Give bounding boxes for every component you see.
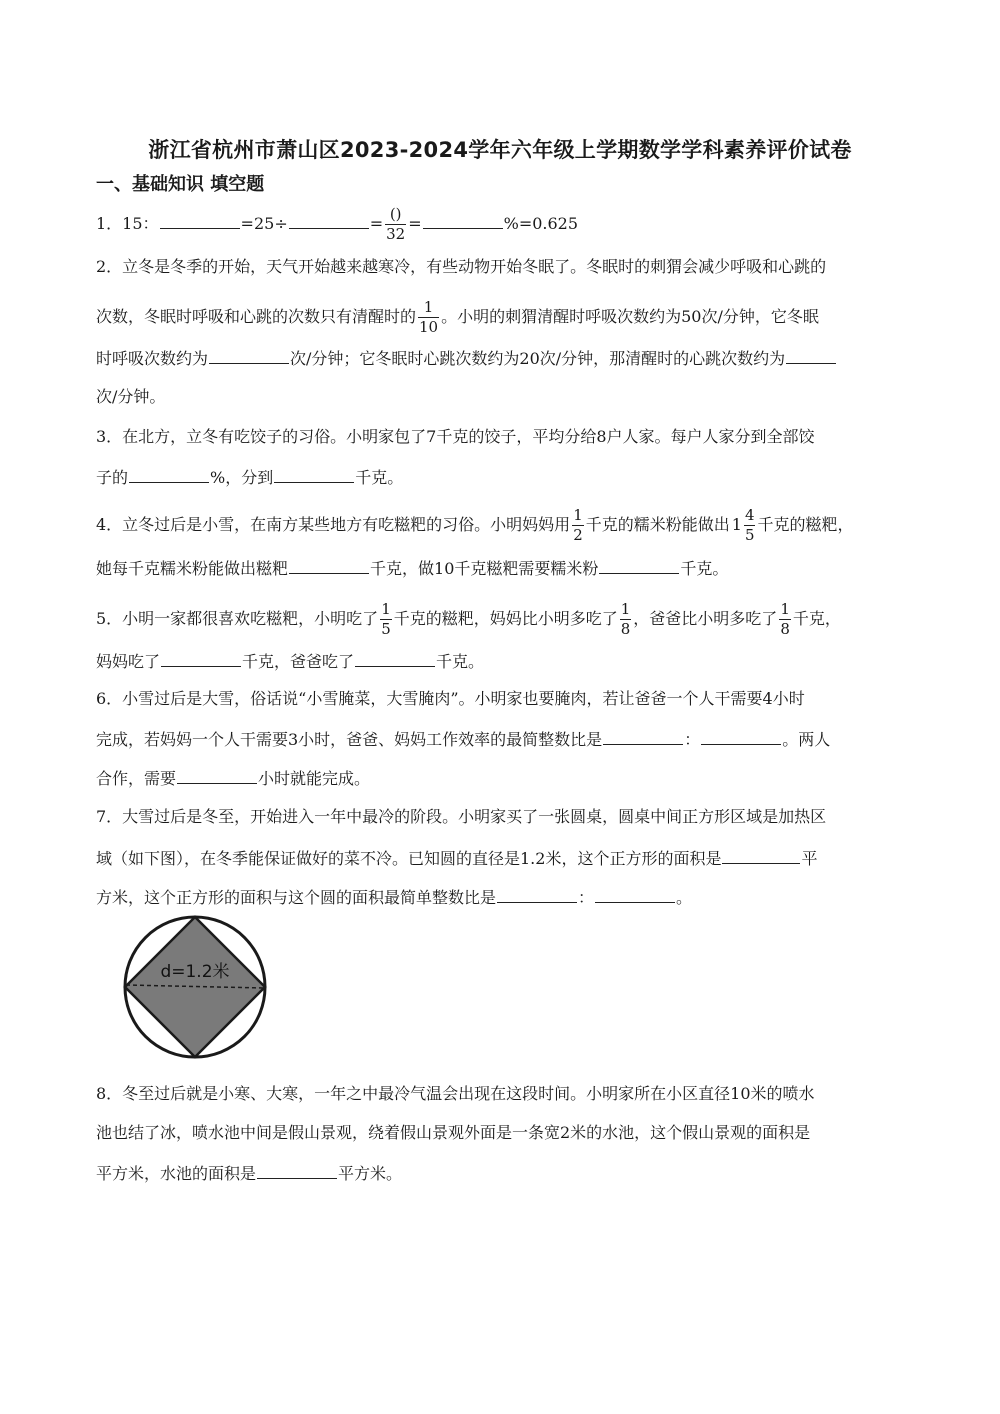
q7-text-d: ： [578,888,595,907]
circle-square-figure [118,914,272,1060]
q2-blank-2[interactable] [786,345,836,364]
q5-text-d: 千克， [792,609,841,628]
q5-frac3-den: 8 [780,620,790,638]
q6-blank-3[interactable] [177,765,257,784]
q4-fraction-2 [744,508,756,543]
q4-blank-2[interactable] [599,555,679,574]
question-2-line-4: 次/分钟。 [96,387,166,406]
q6-text-e: 小时就能完成。 [258,769,371,788]
q5-text-g: 千克。 [436,652,485,671]
question-2-line-3 [96,345,837,369]
q5-fraction-2 [620,602,632,637]
q1-eq3: = [408,214,422,233]
q7-text-e: 。 [676,888,693,907]
q6-text-c: 。两人 [782,730,831,749]
q4-text-b: 千克的糯米粉能做出 [585,515,730,534]
q6-text-b: ： [684,730,701,749]
q3-text-c: 千克。 [355,468,404,487]
q4-text-c: 千克的糍粑， [757,515,854,534]
q1-blank-3[interactable] [423,210,503,229]
q7-text-b: 平 [801,849,818,868]
question-6-line-3 [96,765,370,789]
q1-suffix: %=0.625 [503,214,579,233]
q4-frac1-den: 2 [573,526,583,544]
q4-blank-1[interactable] [289,555,369,574]
question-6-line-1: 6．小雪过后是大雪，俗话说“小雪腌菜，大雪腌肉”。小明家也要腌肉，若让爸爸一个人干需要4小时 [96,689,805,708]
question-5-line-1 [96,600,841,638]
question-2-line-1: 2．立冬是冬季的开始，天气开始越来越寒冷，有些动物开始冬眠了。冬眠时的刺猬会减少呼吸和心跳的 [96,257,827,276]
q6-blank-2[interactable] [701,726,781,745]
q1-eq2: = [369,214,384,233]
q2-text-d: 次/分钟；它冬眠时心跳次数约为20次/分钟，那清醒时的心跳次数约为 [290,349,786,368]
q3-blank-1[interactable] [129,464,209,483]
q4-text-e: 千克，做10千克糍粑需要糯米粉 [370,559,599,578]
question-8-line-1: 8．冬至过后就是小寒、大寒，一年之中最冷气温会出现在这段时间。小明家所在小区直径10米的喷水 [96,1084,815,1103]
q1-fraction [385,207,406,242]
q1-blank-2[interactable] [289,210,369,229]
q5-frac1-num: 1 [381,600,391,618]
q7-blank-1[interactable] [722,845,800,864]
q4-text-d: 她每千克糯米粉能做出糍粑 [96,559,289,578]
question-7-line-3 [96,884,692,908]
q2-frac-den: 10 [419,318,439,336]
q1-prefix: 1．15： [96,214,159,233]
question-6-line-2 [96,726,830,750]
q3-blank-2[interactable] [274,464,354,483]
q7-text-c: 方米，这个正方形的面积与这个圆的面积最简单整数比是 [96,888,497,907]
q5-frac1-den: 5 [381,620,391,638]
q6-blank-1[interactable] [603,726,683,745]
q5-frac3-num: 1 [780,600,790,618]
question-4-line-2 [96,555,728,579]
question-3-line-2 [96,464,403,488]
q2-text-a: 次数，冬眠时呼吸和心跳的次数只有清醒时的 [96,307,417,326]
question-7-line-1: 7．大雪过后是冬至，开始进入一年中最冷的阶段。小明家买了一张圆桌，圆桌中间正方形区域是加热区 [96,807,827,826]
question-8-line-2: 池也结了冰，喷水池中间是假山景观，绕着假山景观外面是一条宽2米的水池，这个假山景观的面积是 [96,1123,811,1142]
q5-text-a: 5．小明一家都很喜欢吃糍粑，小明吃了 [96,609,379,628]
q5-fraction-3 [779,602,791,637]
q1-frac-den: 32 [386,225,406,243]
q5-blank-2[interactable] [355,648,435,667]
q4-frac1-num: 1 [573,506,583,524]
question-3-line-1: 3．在北方，立冬有吃饺子的习俗。小明家包了7千克的饺子，平均分给8户人家。每户人家分到全部饺 [96,427,815,446]
question-7-line-2 [96,845,817,869]
q6-text-a: 完成，若妈妈一个人干需要3小时，爸爸、妈妈工作效率的最简整数比是 [96,730,603,749]
q5-text-f: 千克，爸爸吃了 [242,652,355,671]
question-8-line-3 [96,1160,402,1184]
q4-text-a: 4．立冬过后是小雪，在南方某些地方有吃糍粑的习俗。小明妈妈用 [96,515,571,534]
q5-text-b: 千克的糍粑，妈妈比小明多吃了 [393,609,618,628]
q4-text-f: 千克。 [680,559,729,578]
q5-text-e: 妈妈吃了 [96,652,161,671]
q5-text-c: ，爸爸比小明多吃了 [633,609,778,628]
q4-fraction-1 [572,508,584,543]
q1-eq1: =25÷ [240,214,288,233]
q1-blank-1[interactable] [160,210,240,229]
question-4-line-1 [96,506,854,544]
question-1 [96,205,579,243]
q2-blank-1[interactable] [209,345,289,364]
q3-text-a: 子的 [96,468,129,487]
q7-blank-3[interactable] [595,884,675,903]
q5-frac2-den: 8 [620,620,631,638]
question-5-line-2 [96,648,484,672]
q2-frac-num: 1 [423,298,434,316]
q7-text-a: 域（如下图），在冬季能保证做好的菜不冷。已知圆的直径是1.2米，这个正方形的面积是 [96,849,722,868]
q2-fraction [418,300,439,335]
q4-frac2-num: 4 [744,506,755,524]
q2-text-c: 时呼吸次数约为 [96,349,209,368]
q2-text-b: 。小明的刺猬清醒时呼吸次数约为50次/分钟，它冬眠 [441,307,819,326]
question-2-line-2 [96,298,819,336]
q8-text-a: 平方米，水池的面积是 [96,1164,257,1183]
q4-frac2-den: 5 [744,526,755,544]
q8-text-b: 平方米。 [338,1164,403,1183]
q6-text-d: 合作，需要 [96,769,177,788]
q5-fraction-1 [380,602,392,637]
q8-blank-1[interactable] [257,1160,337,1179]
exam-title: 浙江省杭州市萧山区2023-2024学年六年级上学期数学学科素养评价试卷 [148,138,852,162]
q1-frac-num[interactable]: () [389,205,402,223]
q5-blank-1[interactable] [161,648,241,667]
q7-blank-2[interactable] [497,884,577,903]
q3-text-b: %，分到 [210,468,274,487]
section-heading: 一、基础知识 填空题 [96,174,265,195]
q5-frac2-num: 1 [620,600,631,618]
figure-label: d=1.2米 [160,962,230,982]
q4-mixed-whole: 1 [731,515,742,534]
